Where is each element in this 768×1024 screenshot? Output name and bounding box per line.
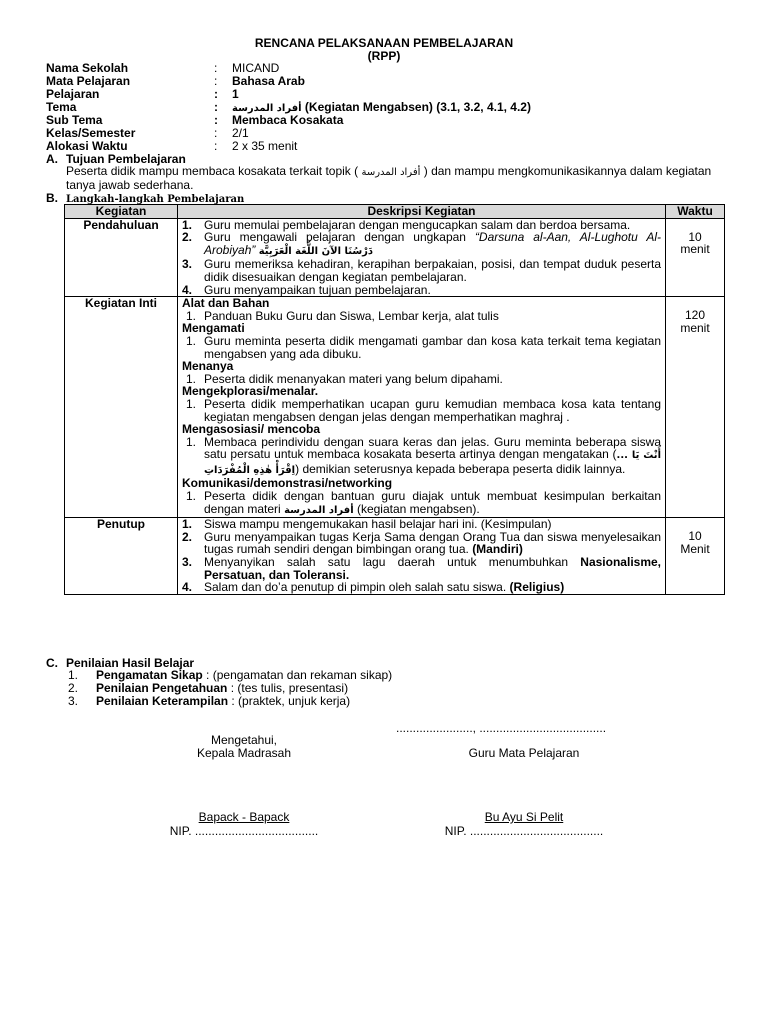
item-bold: (Religius) bbox=[509, 580, 565, 595]
row-label-penutup: Penutup bbox=[65, 518, 178, 595]
table-row bbox=[65, 518, 725, 595]
document-title: RENCANA PELAKSANAAN PEMBELAJARAN bbox=[254, 36, 514, 50]
row-label-inti: Kegiatan Inti bbox=[65, 297, 178, 518]
guru-mapel-label: Guru Mata Pelajaran bbox=[468, 746, 580, 760]
meta-colon: : bbox=[214, 100, 218, 114]
meta-label: Nama Sekolah bbox=[46, 61, 129, 75]
table-header-row bbox=[65, 205, 725, 219]
item-text: Guru memulai pembelajaran dengan mengucapkan salam dan berdoa bersama. bbox=[204, 217, 631, 232]
meta-colon: : bbox=[214, 61, 218, 75]
eksplorasi-list bbox=[182, 398, 661, 423]
item-number: 1. bbox=[186, 434, 197, 449]
col-header-kegiatan: Kegiatan bbox=[65, 205, 178, 219]
subheading-eksplorasi: Mengekplorasi/menalar. bbox=[182, 384, 319, 399]
item-bold: (Mandiri) bbox=[472, 542, 523, 557]
meta-arabic: أفراد المدرسة bbox=[232, 103, 302, 114]
penutup-list bbox=[182, 518, 661, 594]
subheading-alat: Alat dan Bahan bbox=[182, 296, 270, 311]
list-item bbox=[182, 398, 661, 423]
item-text: Membaca perindividu dengan suara keras dan jelas. Guru meminta beberapa siswa satu persatu untuk membaca kosakata beserta artinya dengan mengatakan ( bbox=[204, 434, 661, 462]
item-text: : (tes tulis, presentasi) bbox=[227, 681, 349, 695]
meta-value: 2/1 bbox=[232, 126, 249, 140]
list-item bbox=[182, 335, 661, 360]
row-desc-pendahuluan bbox=[178, 218, 666, 297]
item-label: Penilaian Pengetahuan bbox=[96, 681, 228, 695]
list-item bbox=[182, 310, 661, 323]
meta-colon: : bbox=[214, 74, 218, 88]
guru-nip: NIP. ........................................ bbox=[444, 824, 604, 838]
time-value: 10 bbox=[688, 229, 702, 244]
list-item bbox=[182, 531, 661, 556]
item-label: Penilaian Keterampilan bbox=[96, 694, 229, 708]
kepala-nip: NIP. ..................................... bbox=[169, 824, 319, 838]
item-text: Menyanyikan salah satu lagu daerah untuk menumbuhkan bbox=[204, 555, 581, 570]
section-letter: A. bbox=[46, 152, 58, 166]
item-number: 1. bbox=[186, 396, 197, 411]
item-label: Pengamatan Sikap bbox=[96, 668, 203, 682]
row-time-pendahuluan bbox=[666, 218, 725, 297]
row-label-pendahuluan: Pendahuluan bbox=[65, 218, 178, 297]
item-text: Peserta didik menanyakan materi yang belum dipahami. bbox=[204, 371, 503, 386]
meta-colon: : bbox=[214, 113, 218, 127]
item-arabic: أفراد المدرسة bbox=[284, 504, 354, 516]
mengetahui-label: Mengetahui, bbox=[210, 733, 278, 747]
list-item bbox=[182, 284, 661, 297]
table-row bbox=[65, 297, 725, 518]
time-unit: Menit bbox=[680, 541, 710, 556]
kepala-name: Bapack - Bapack bbox=[198, 810, 290, 824]
item-text: Siswa mampu mengemukakan hasil belajar hari ini. (Kesimpulan) bbox=[204, 517, 552, 532]
meta-value: (Kegiatan Mengabsen) (3.1, 3.2, 4.1, 4.2) bbox=[304, 100, 531, 114]
item-number: 1. bbox=[186, 333, 197, 348]
item-number: 1. bbox=[186, 489, 197, 504]
mengamati-list bbox=[182, 335, 661, 360]
document-subtitle: (RPP) bbox=[367, 49, 401, 63]
subheading-mengamati: Mengamati bbox=[182, 321, 245, 336]
section-a-text bbox=[66, 165, 724, 192]
item-number: 1. bbox=[182, 517, 193, 532]
item-number: 3. bbox=[182, 555, 193, 570]
asosiasi-list bbox=[182, 436, 661, 478]
meta-label: Alokasi Waktu bbox=[46, 139, 128, 153]
meta-label: Pelajaran bbox=[46, 87, 100, 101]
subheading-asosiasi: Mengasosiasi/ mencoba bbox=[182, 422, 321, 437]
item-arabic: أَنْتَ يَا ... اِقْرَأْ هٰذِهِ الْمُفْرَدَاتِ bbox=[204, 450, 661, 476]
item-text: : (praktek, unjuk kerja) bbox=[228, 694, 351, 708]
item-text: Guru memeriksa kehadiran, kerapihan berpakaian, posisi, dan tempat duduk peserta didik disesuaikan dengan kegiatan pembelajaran. bbox=[204, 257, 661, 284]
item-text: Panduan Buku Guru dan Siswa, Lembar kerja, alat tulis bbox=[204, 308, 499, 323]
section-letter: C. bbox=[46, 656, 58, 670]
table-row bbox=[65, 218, 725, 297]
item-number: 1. bbox=[182, 217, 193, 232]
meta-value: 2 x 35 menit bbox=[232, 139, 298, 153]
item-number: 1. bbox=[68, 668, 79, 682]
row-time-penutup bbox=[666, 518, 725, 595]
komunikasi-list bbox=[182, 490, 661, 517]
item-number: 2. bbox=[182, 529, 193, 544]
item-number: 1. bbox=[186, 308, 197, 323]
item-arabic: دَرْسُنَا الآنَ اللُّغَة الْعَرَبِيَّة bbox=[258, 245, 374, 257]
item-text: Peserta didik memperhatikan ucapan guru kemudian membaca kosa kata tentang kegiatan mengabsen dengan jelas dengan memperhatikan maghraj . bbox=[204, 396, 661, 424]
meta-value: MICAND bbox=[232, 61, 280, 75]
section-b-heading bbox=[46, 191, 244, 205]
meta-label: Sub Tema bbox=[46, 113, 103, 127]
section-title: Tujuan Pembelajaran bbox=[66, 152, 186, 166]
item-text: (kegiatan mengabsen). bbox=[353, 501, 480, 516]
pendahuluan-list bbox=[182, 219, 661, 297]
meta-value: 1 bbox=[232, 87, 239, 101]
row-time-inti bbox=[666, 297, 725, 518]
col-header-deskripsi: Deskripsi Kegiatan bbox=[178, 205, 666, 219]
time-unit: menit bbox=[680, 242, 710, 257]
meta-value: Bahasa Arab bbox=[232, 74, 305, 88]
col-header-waktu: Waktu bbox=[666, 205, 725, 219]
penilaian-item bbox=[68, 695, 350, 708]
item-text: Peserta didik dengan bantuan guru diajak untuk membuat kesimpulan berkaitan dengan materi bbox=[204, 489, 661, 516]
item-number: 4. bbox=[182, 282, 193, 297]
item-text: Guru menyampaikan tujuan pembelajaran. bbox=[204, 282, 431, 297]
item-number: 3. bbox=[182, 257, 193, 272]
section-title: Penilaian Hasil Belajar bbox=[66, 656, 195, 670]
item-italic: “Darsuna al-Aan, Al-Lughotu Al-Arobiyah” bbox=[204, 230, 661, 257]
meta-colon: : bbox=[214, 126, 218, 140]
activity-table bbox=[64, 204, 725, 595]
meta-label: Kelas/Semester bbox=[46, 126, 136, 140]
meta-label: Mata Pelajaran bbox=[46, 74, 131, 88]
menanya-list bbox=[182, 373, 661, 386]
list-item bbox=[182, 231, 661, 258]
meta-colon: : bbox=[214, 87, 218, 101]
item-number: 1. bbox=[186, 371, 197, 386]
item-text: : (pengamatan dan rekaman sikap) bbox=[202, 668, 393, 682]
objective-arabic: أفراد المدرسة bbox=[361, 167, 421, 178]
list-item bbox=[182, 373, 661, 386]
list-item bbox=[182, 258, 661, 283]
place-date: ......................., ...................................... bbox=[396, 721, 607, 735]
item-number: 4. bbox=[182, 580, 193, 595]
alat-list bbox=[182, 310, 661, 323]
list-item bbox=[182, 581, 661, 594]
kepala-madrasah-label: Kepala Madrasah bbox=[196, 746, 292, 760]
item-number: 3. bbox=[68, 694, 79, 708]
item-number: 2. bbox=[182, 230, 193, 245]
item-number: 2. bbox=[68, 681, 79, 695]
section-letter: B. bbox=[46, 191, 58, 205]
list-item bbox=[182, 556, 661, 581]
objective-text: ) dan mampu mengkomunikasikannya dalam kegiatan tanya jawab sederhana. bbox=[66, 164, 712, 192]
meta-colon: : bbox=[214, 139, 218, 153]
meta-label: Tema bbox=[46, 100, 77, 114]
item-text: Guru mengawali pelajaran dengan ungkapan bbox=[204, 230, 475, 245]
item-text: Guru menyampaikan tugas Kerja Sama dengan Orang Tua dan siswa menyelesaikan tugas rumah sendiri dengan bimbingan orang tua. bbox=[204, 529, 661, 557]
objective-text: Peserta didik mampu membaca kosakata terkait topik ( bbox=[66, 164, 359, 178]
list-item bbox=[182, 436, 661, 478]
time-value: 120 bbox=[684, 308, 706, 323]
list-item bbox=[182, 490, 661, 517]
section-title: Langkah-langkah Pembelajaran bbox=[66, 194, 245, 205]
row-desc-penutup bbox=[178, 518, 666, 595]
item-bold: Nasionalisme, Persatuan, dan Toleransi. bbox=[204, 555, 661, 582]
guru-name: Bu Ayu Si Pelit bbox=[484, 810, 564, 824]
item-text: Guru meminta peserta didik mengamati gambar dan kosa kata terkait tema kegiatan mengabsen yang ada dibuku. bbox=[204, 333, 661, 361]
meta-value: Membaca Kosakata bbox=[232, 113, 344, 127]
item-text: Salam dan do’a penutup di pimpin oleh salah satu siswa. bbox=[204, 580, 510, 595]
time-unit: menit bbox=[680, 320, 710, 335]
subheading-menanya: Menanya bbox=[182, 359, 234, 374]
time-value: 10 bbox=[688, 529, 702, 544]
subheading-komunikasi: Komunikasi/demonstrasi/networking bbox=[182, 476, 393, 491]
item-text: ) demikian seterusnya kepada beberapa peserta didik lainnya. bbox=[295, 461, 626, 476]
row-desc-inti bbox=[178, 297, 666, 518]
